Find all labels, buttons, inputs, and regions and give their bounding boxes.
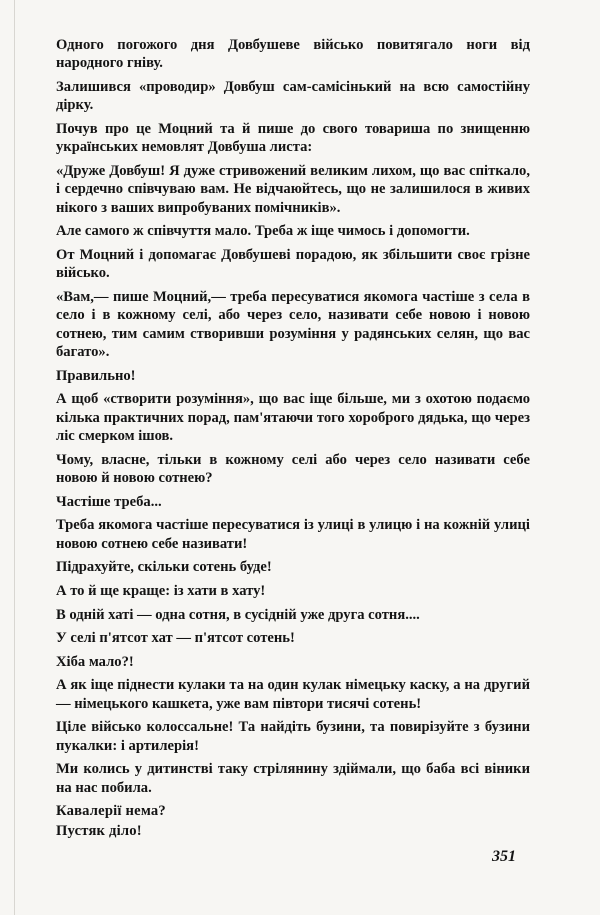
paragraph: Хіба мало?! [56, 653, 134, 670]
paragraph: Але самого ж співчуття мало. Треба ж іще чимось і допомогти. [56, 223, 470, 240]
paragraph: Частіше треба... [56, 493, 162, 510]
paragraph: Треба якомога частіше пересуватися із улиці в улицю і на кожній улиці новою сотнею себе називати! [56, 517, 530, 552]
page-edge [14, 0, 15, 915]
paragraph: Підрахуйте, скільки сотень буде! [56, 559, 272, 576]
paragraph: Ціле військо колосcальне! Та найдіть бузини, та повирізуйте з бузини пукалки: і артилерія! [56, 719, 530, 754]
paragraph: А щоб «створити розуміння», що вас іще більше, ми з охотою подаємо кілька практичних порад, пам'ятаючи того хороброго дядька, що через ліс смерком ішов. [56, 391, 530, 445]
paragraph: Пустяк діло! [56, 822, 142, 839]
paragraph: Одного погожого дня Довбушеве військо повитягало ноги від народного гніву. [56, 37, 530, 72]
paragraph: Кавалерії нема? [56, 803, 166, 820]
paragraph: В одній хаті — одна сотня, в сусідній уже друга сотня.... [56, 606, 420, 623]
paragraph: От Моцний і допомагає Довбушеві порадою, як збільшити своє грізне військо. [56, 247, 530, 282]
paragraph: «Вам,— пише Моцний,— треба пересуватися якомога частіше з села в село і в кожному селі, або через село, називати себе новою і новою сотнею, тим самим створивши розуміння у радянських селян, що вас багато». [56, 289, 530, 361]
page-number: 351 [492, 848, 516, 865]
paragraph: Почув про це Моцний та й пише до свого товариша по знищенню українських немовлят Довбуша листа: [56, 121, 530, 156]
paragraph: Правильно! [56, 367, 136, 384]
paragraph: А то й ще краще: із хати в хату! [56, 583, 266, 599]
paragraph: Чому, власне, тільки в кожному селі або через село називати себе новою й новою сотнею? [56, 451, 530, 487]
paragraph: «Друже Довбуш! Я дуже стривожений великим лихом, що вас спіткало, і сердечно співчуваю вам. Не відчаюйтесь, що не залишилося в живих нікого з ваших випробуваних помічників». [56, 163, 530, 216]
paragraph: У селі п'ятсот хат — п'ятсот сотень! [56, 630, 295, 647]
paragraph: А як іще піднести кулаки та на один кулак німецьку каску, а на другий — німецького кашкета, уже вам півтори тисячі сотень! [56, 677, 530, 712]
text-column [56, 36, 530, 845]
paragraph: Залишився «проводир» Довбуш сам-самісінький на всю самостійну дірку. [56, 79, 530, 114]
paragraph: Ми колись у дитинстві таку стрілянину здіймали, що баба всі віники на нас побила. [56, 761, 530, 796]
